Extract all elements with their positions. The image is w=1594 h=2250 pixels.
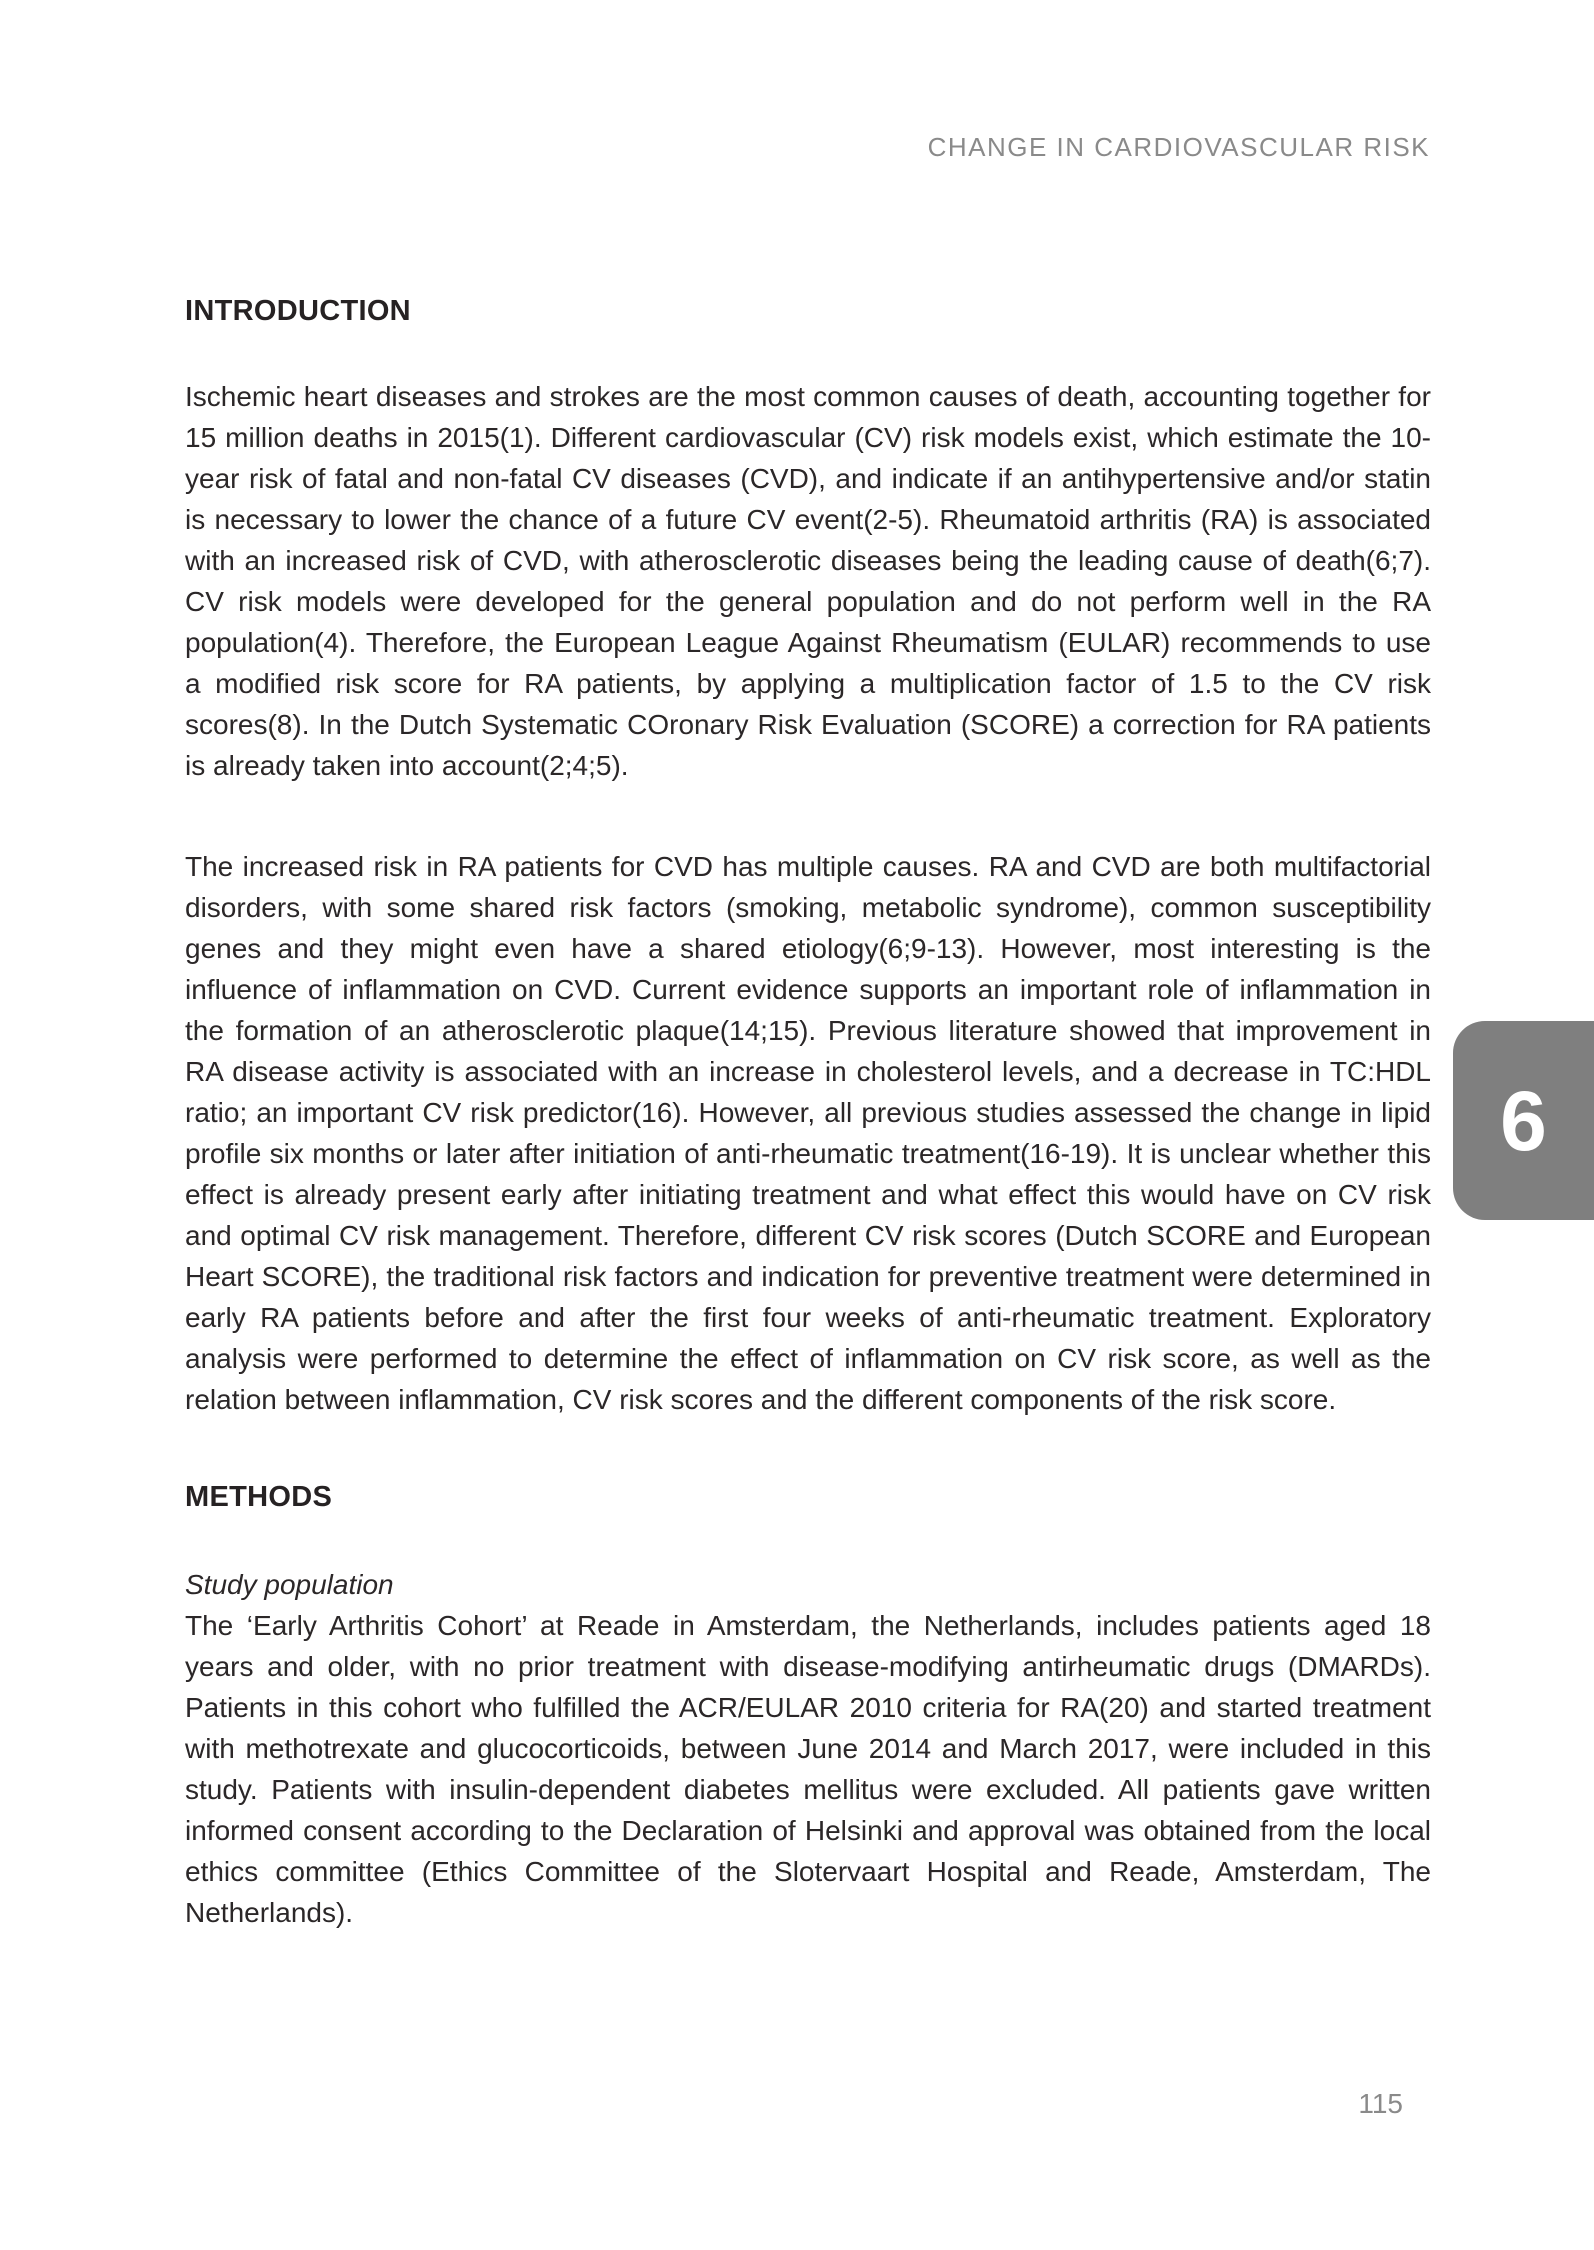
introduction-paragraph-2: The increased risk in RA patients for CVD has multiple causes. RA and CVD are both multifactorial disorders, with some shared risk factors (smoking, metabolic syndrome), common susceptibility genes and they might even have a shared etiology(6;9-13). However, most interesting is the influence of inflammation on CVD. Current evidence supports an important role of inflammation in the formation of an atherosclerotic plaque(14;15). Previous literature showed that improvement in RA disease activity is associated with an increase in cholesterol levels, and a decrease in TC:HDL ratio; an important CV risk predictor(16). However, all previous studies assessed the change in lipid profile six months or later after initiation of anti-rheumatic treatment(16-19). It is unclear whether this effect is already present early after initiating treatment and what effect this would have on CV risk and optimal CV risk management. Therefore, different CV risk scores (Dutch SCORE and European Heart SCORE), the traditional risk factors and indication for preventive treatment were determined in early RA patients before and after the first four weeks of anti-rheumatic treatment. Exploratory analysis were performed to determine the effect of inflammation on CV risk score, as well as the relation between inflammation, CV risk scores and the different components of the risk score.	[185, 851, 1431, 1415]
introduction-heading: INTRODUCTION	[185, 295, 411, 327]
study-population-subheading: Study population	[185, 1569, 394, 1600]
methods-heading: METHODS	[185, 1481, 333, 1513]
page-content	[185, 291, 1431, 1933]
page-number: 115	[1358, 2088, 1403, 2119]
methods-paragraph-1: The ‘Early Arthritis Cohort’ at Reade in Amsterdam, the Netherlands, includes patients aged 18 years and older, with no prior treatment with disease-modifying antirheumatic drugs (DMARDs). Patients in this cohort who fulfilled the ACR/EULAR 2010 criteria for RA(20) and started treatment with methotrexate and glucocorticoids, between June 2014 and March 2017, were included in this study. Patients with insulin-dependent diabetes mellitus were excluded. All patients gave written informed consent according to the Declaration of Helsinki and approval was obtained from the local ethics committee (Ethics Committee of the Slotervaart Hospital and Reade, Amsterdam, The Netherlands).	[185, 1610, 1431, 1928]
running-header: CHANGE IN CARDIOVASCULAR RISK	[927, 132, 1430, 162]
chapter-number: 6	[1500, 1073, 1547, 1168]
chapter-tab	[1453, 1021, 1594, 1220]
introduction-paragraph-1: Ischemic heart diseases and strokes are the most common causes of death, accounting together for 15 million deaths in 2015(1). Different cardiovascular (CV) risk models exist, which estimate the 10-year risk of fatal and non-fatal CV diseases (CVD), and indicate if an antihypertensive and/or statin is necessary to lower the chance of a future CV event(2-5). Rheumatoid arthritis (RA) is associated with an increased risk of CVD, with atherosclerotic diseases being the leading cause of death(6;7). CV risk models were developed for the general population and do not perform well in the RA population(4). Therefore, the European League Against Rheumatism (EULAR) recommends to use a modified risk score for RA patients, by applying a multiplication factor of 1.5 to the CV risk scores(8). In the Dutch Systematic COronary Risk Evaluation (SCORE) a correction for RA patients is already taken into account(2;4;5).	[185, 381, 1431, 781]
